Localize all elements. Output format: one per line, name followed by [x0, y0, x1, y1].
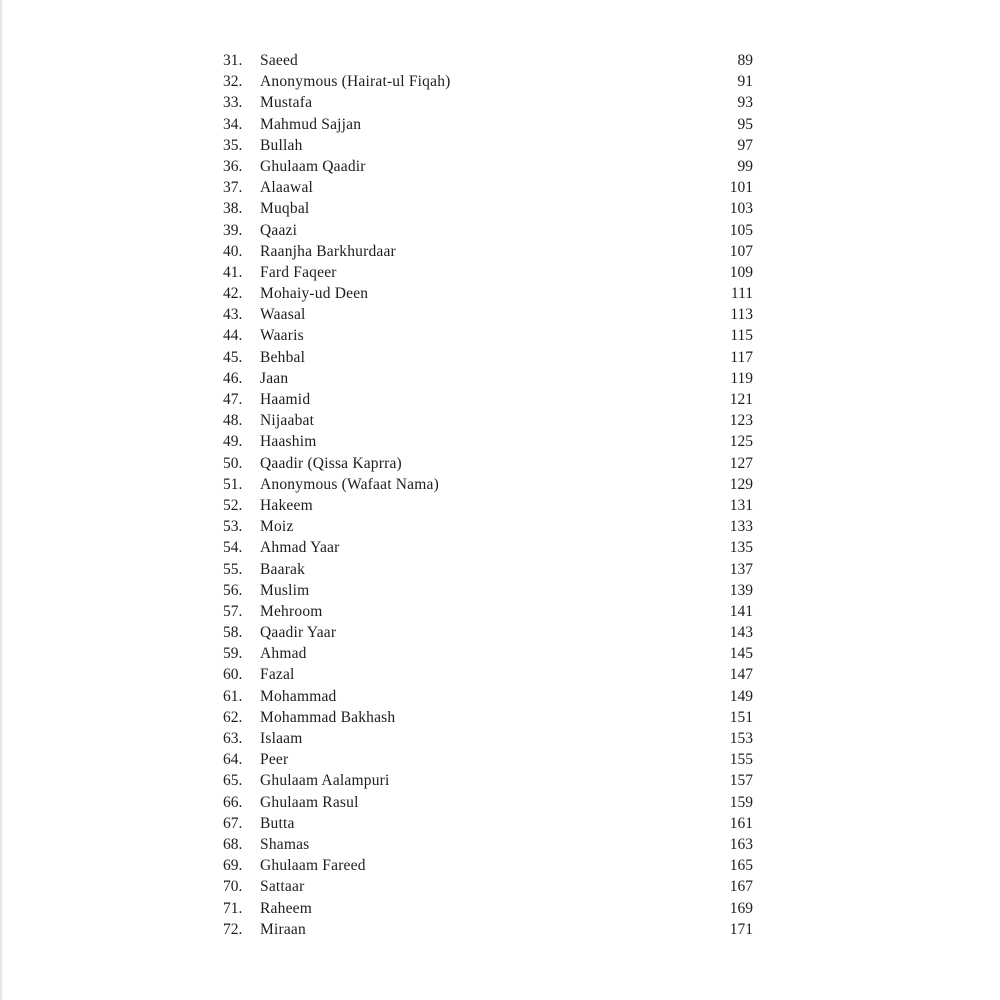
toc-entry-title: Fard Faqeer — [260, 263, 337, 281]
toc-entry-page: 97 — [737, 136, 753, 154]
toc-row — [223, 347, 753, 368]
toc-entry-number: 48. — [223, 412, 243, 430]
toc-row — [223, 368, 753, 389]
toc-row — [223, 580, 753, 601]
toc-row — [223, 92, 753, 113]
toc-entry-title: Hakeem — [260, 496, 313, 514]
toc-entry-number: 65. — [223, 772, 243, 790]
toc-entry-number: 31. — [223, 52, 243, 69]
toc-row — [223, 71, 753, 92]
toc-row — [223, 304, 753, 325]
toc-entry-title: Waasal — [260, 306, 306, 324]
toc-entry-number: 70. — [223, 878, 243, 896]
toc-entry-title: Qaadir (Qissa Kaprra) — [260, 454, 402, 472]
toc-entry-page: 121 — [729, 391, 753, 408]
toc-row — [223, 220, 753, 241]
toc-entry-number: 37. — [223, 179, 243, 197]
toc-row — [223, 898, 753, 919]
toc-entry-number: 53. — [223, 518, 243, 536]
toc-entry-page: 111 — [730, 285, 753, 303]
toc-entry-title: Mehroom — [260, 602, 323, 620]
toc-entry-title: Ghulaam Rasul — [260, 793, 359, 811]
toc-entry-number: 62. — [223, 708, 243, 726]
toc-row — [223, 707, 753, 728]
toc-entry-number: 44. — [223, 327, 243, 345]
toc-entry-page: 171 — [729, 920, 753, 938]
toc-row — [223, 834, 753, 855]
toc-row — [223, 241, 753, 262]
toc-entry-page: 133 — [729, 518, 753, 536]
toc-entry-number: 66. — [223, 793, 243, 811]
toc-entry-page: 125 — [729, 433, 753, 451]
toc-entry-page: 117 — [730, 348, 753, 366]
toc-entry-title: Bullah — [260, 136, 303, 154]
toc-entry-title: Baarak — [260, 560, 306, 578]
toc-entry-number: 59. — [223, 645, 243, 663]
toc-entry-title: Peer — [260, 751, 289, 769]
toc-entry-title: Anonymous (Hairat-ul Fiqah) — [260, 73, 451, 91]
toc-entry-title: Anonymous (Wafaat Nama) — [260, 475, 439, 493]
toc-entry-title: Haamid — [260, 391, 311, 408]
toc-entry-number: 43. — [223, 306, 243, 324]
toc-entry-number: 33. — [223, 94, 243, 112]
toc-entry-number: 64. — [223, 751, 243, 769]
toc-entry-title: Raheem — [260, 899, 312, 917]
toc-entry-page: 113 — [730, 306, 753, 324]
toc-entry-page: 139 — [729, 581, 753, 599]
toc-entry-page: 123 — [729, 412, 753, 430]
toc-entry-title: Ahmad Yaar — [260, 539, 340, 557]
toc-entry-number: 50. — [223, 454, 243, 472]
toc-row — [223, 156, 753, 177]
toc-row — [223, 643, 753, 664]
toc-entry-number: 68. — [223, 835, 243, 853]
toc-entry-title: Ghulaam Aalampuri — [260, 772, 390, 790]
scan-page-edge — [0, 0, 3, 1000]
toc-row — [223, 749, 753, 770]
toc-list — [223, 50, 753, 940]
toc-entry-number: 56. — [223, 581, 243, 599]
toc-entry-number: 42. — [223, 285, 243, 303]
toc-entry-title: Raanjha Barkhurdaar — [260, 242, 396, 260]
toc-entry-page: 135 — [729, 539, 753, 557]
toc-row — [223, 283, 753, 304]
toc-entry-number: 69. — [223, 857, 243, 875]
toc-entry-title: Haashim — [260, 433, 317, 451]
toc-entry-number: 49. — [223, 433, 243, 451]
toc-entry-page: 131 — [729, 496, 753, 514]
toc-entry-title: Ahmad — [260, 645, 307, 663]
toc-entry-page: 167 — [729, 878, 753, 896]
toc-entry-title: Mohaiy-ud Deen — [260, 285, 369, 303]
toc-entry-title: Miraan — [260, 920, 306, 938]
toc-entry-page: 165 — [729, 857, 753, 875]
toc-entry-number: 63. — [223, 730, 243, 747]
toc-entry-page: 159 — [729, 793, 753, 811]
toc-entry-title: Qaazi — [260, 221, 298, 239]
toc-entry-title: Jaan — [260, 369, 289, 387]
toc-entry-number: 36. — [223, 157, 243, 175]
toc-row — [223, 135, 753, 156]
toc-entry-title: Nijaabat — [260, 412, 315, 430]
toc-entry-title: Islaam — [260, 730, 303, 747]
toc-row — [223, 474, 753, 495]
toc-row — [223, 813, 753, 834]
toc-entry-number: 51. — [223, 475, 243, 493]
toc-row — [223, 325, 753, 346]
toc-entry-page: 149 — [729, 687, 753, 705]
toc-entry-number: 47. — [223, 391, 243, 408]
toc-entry-number: 57. — [223, 602, 243, 620]
toc-entry-page: 163 — [729, 835, 753, 853]
toc-entry-number: 41. — [223, 263, 243, 281]
toc-row — [223, 601, 753, 622]
toc-entry-page: 157 — [729, 772, 753, 790]
toc-entry-page: 93 — [737, 94, 753, 112]
toc-row — [223, 262, 753, 283]
toc-row — [223, 453, 753, 474]
toc-row — [223, 728, 753, 749]
toc-entry-page: 103 — [729, 200, 753, 218]
toc-entry-title: Sattaar — [260, 878, 305, 896]
toc-row — [223, 198, 753, 219]
toc-entry-number: 32. — [223, 73, 243, 91]
toc-entry-number: 35. — [223, 136, 243, 154]
toc-entry-page: 119 — [730, 369, 753, 387]
toc-entry-title: Behbal — [260, 348, 306, 366]
toc-row — [223, 410, 753, 431]
toc-entry-number: 67. — [223, 814, 243, 832]
toc-row — [223, 177, 753, 198]
toc-entry-title: Waaris — [260, 327, 304, 345]
toc-row — [223, 495, 753, 516]
toc-entry-page: 115 — [730, 327, 753, 345]
toc-row — [223, 114, 753, 135]
toc-entry-page: 161 — [729, 814, 753, 832]
toc-entry-title: Mohammad Bakhash — [260, 708, 396, 726]
toc-row — [223, 50, 753, 71]
toc-entry-page: 145 — [729, 645, 753, 663]
toc-entry-title: Alaawal — [260, 179, 314, 197]
toc-entry-number: 38. — [223, 200, 243, 218]
toc-entry-number: 34. — [223, 115, 243, 133]
toc-entry-page: 151 — [729, 708, 753, 726]
toc-entry-page: 143 — [729, 624, 753, 642]
toc-row — [223, 622, 753, 643]
toc-entry-page: 141 — [729, 602, 753, 620]
toc-entry-page: 107 — [729, 242, 753, 260]
toc-entry-page: 127 — [729, 454, 753, 472]
toc-entry-number: 39. — [223, 221, 243, 239]
toc-entry-number: 60. — [223, 666, 243, 684]
toc-entry-page: 129 — [729, 475, 753, 493]
toc-row — [223, 770, 753, 791]
toc-row — [223, 686, 753, 707]
toc-row — [223, 876, 753, 897]
toc-entry-page: 95 — [737, 115, 753, 133]
toc-entry-title: Ghulaam Qaadir — [260, 157, 366, 175]
toc-row — [223, 431, 753, 452]
toc-entry-page: 147 — [729, 666, 753, 684]
toc-entry-number: 58. — [223, 624, 243, 642]
toc-row — [223, 792, 753, 813]
toc-entry-number: 46. — [223, 369, 243, 387]
toc-entry-page: 91 — [737, 73, 753, 91]
toc-entry-title: Mohammad — [260, 687, 337, 705]
toc-entry-number: 54. — [223, 539, 243, 557]
toc-row — [223, 559, 753, 580]
toc-entry-title: Fazal — [260, 666, 295, 684]
toc-entry-page: 99 — [737, 157, 753, 175]
toc-entry-title: Moiz — [260, 518, 294, 536]
toc-entry-page: 169 — [729, 899, 753, 917]
toc-entry-page: 109 — [729, 263, 753, 281]
toc-row — [223, 516, 753, 537]
toc-entry-title: Mahmud Sajjan — [260, 115, 362, 133]
toc-entry-page: 105 — [729, 221, 753, 239]
toc-row — [223, 919, 753, 940]
toc-entry-title: Mustafa — [260, 94, 313, 112]
toc-row — [223, 389, 753, 410]
toc-entry-page: 155 — [729, 751, 753, 769]
toc-entry-title: Muqbal — [260, 200, 310, 218]
toc-row — [223, 537, 753, 558]
toc-entry-number: 45. — [223, 348, 243, 366]
toc-entry-title: Butta — [260, 814, 295, 832]
toc-entry-number: 72. — [223, 920, 243, 938]
toc-entry-number: 71. — [223, 899, 243, 917]
toc-entry-title: Ghulaam Fareed — [260, 857, 366, 875]
toc-entry-number: 55. — [223, 560, 243, 578]
toc-entry-page: 153 — [729, 730, 753, 747]
toc-entry-page: 89 — [737, 52, 753, 69]
toc-row — [223, 664, 753, 685]
toc-entry-title: Saeed — [260, 52, 299, 69]
toc-entry-number: 52. — [223, 496, 243, 514]
toc-entry-page: 101 — [729, 179, 753, 197]
toc-entry-number: 61. — [223, 687, 243, 705]
toc-entry-number: 40. — [223, 242, 243, 260]
toc-row — [223, 855, 753, 876]
toc-entry-title: Qaadir Yaar — [260, 624, 337, 642]
toc-entry-page: 137 — [729, 560, 753, 578]
toc-entry-title: Muslim — [260, 581, 310, 599]
toc-entry-title: Shamas — [260, 835, 310, 853]
